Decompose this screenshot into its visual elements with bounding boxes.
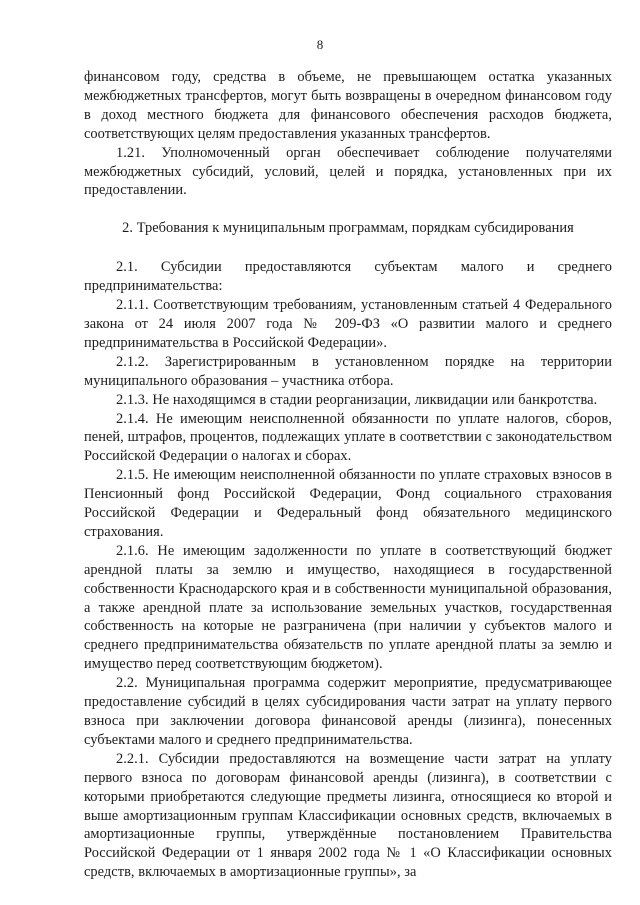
page-number: 8 <box>316 37 324 52</box>
document-body <box>84 68 612 882</box>
paragraph-1-21: 1.21. Уполномоченный орган обеспечивает соблюдение получателями межбюджетных субсидий, условий, целей и порядка, установленных при их предоставлении. <box>84 144 612 199</box>
paragraph-2-1-5: 2.1.5. Не имеющим неисполненной обязанности по уплате страховых взносов в Пенсионный фонд Российской Федерации, Фонд социального страхования Российской Федерации и Федеральный фонд обязательного медицинского страхования. <box>84 467 612 540</box>
paragraph-2-1-1: 2.1.1. Соответствующим требованиям, установленным статьей 4 Федерального закона от 24 июля 2007 года № 209-ФЗ «О развитии малого и среднего предпринимательства в Российской Федерации». <box>84 297 612 351</box>
paragraph-2-1: 2.1. Субсидии предоставляются субъектам малого и среднего предпринимательства: <box>84 259 612 295</box>
section-heading: 2. Требования к муниципальным программам, порядкам субсидирования <box>122 220 574 237</box>
paragraph-2-1-4: 2.1.4. Не имеющим неисполненной обязанности по уплате налогов, сборов, пеней, штрафов, процентов, подлежащих уплате в соответствии с законодательством Российской Федерации о налогах и сборах. <box>84 410 612 465</box>
paragraph-2-2-1: 2.2.1. Субсидии предоставляются на возмещение части затрат на уплату первого взноса по договорам финансовой аренды (лизинга), в соответствии с которыми приобретаются следующие предметы лизинга, относящиеся ко второй и выше амортизационным группам Классификации основных средств, включаемых в амортизационные группы, утверждённые постановлением Правительства Российской Федерации от 1 января 2002 года № 1 «О Классификации основных средств, включаемых в амортизационные группы», за <box>84 750 612 881</box>
paragraph-continuation: финансовом году, средства в объеме, не превышающем остатка указанных межбюджетных трансфертов, могут быть возвращены в очередном финансовом году в доход местного бюджета для финансового обеспечения расходов бюджета, соответствующих целям предоставления указанных трансфертов. <box>84 69 612 142</box>
paragraph-2-1-3: 2.1.3. Не находящимся в стадии реорганизации, ликвидации или банкротства. <box>116 391 598 408</box>
paragraph-2-1-6: 2.1.6. Не имеющим задолженности по уплате в соответствующий бюджет арендной платы за землю и имущество, находящиеся в государственной собственности Краснодарского края и в собственности муниципальной образования, а также арендной плате за использование земельных участков, государственная собственность на которые не разграничена (при наличии у субъектов малого и среднего предпринимательства обязательств по уплате арендной платы за землю и имущество перед соответствующим бюджетом). <box>84 542 612 673</box>
paragraph-2-1-2: 2.1.2. Зарегистрированным в установленном порядке на территории муниципального образования – участника отбора. <box>84 353 612 389</box>
paragraph-2-2: 2.2. Муниципальная программа содержит мероприятие, предусматривающее предоставление субсидий в целях субсидирования части затрат на уплату первого взноса при заключении договора финансовой аренды (лизинга), понесенных субъектами малого и среднего предпринимательства. <box>84 675 612 748</box>
